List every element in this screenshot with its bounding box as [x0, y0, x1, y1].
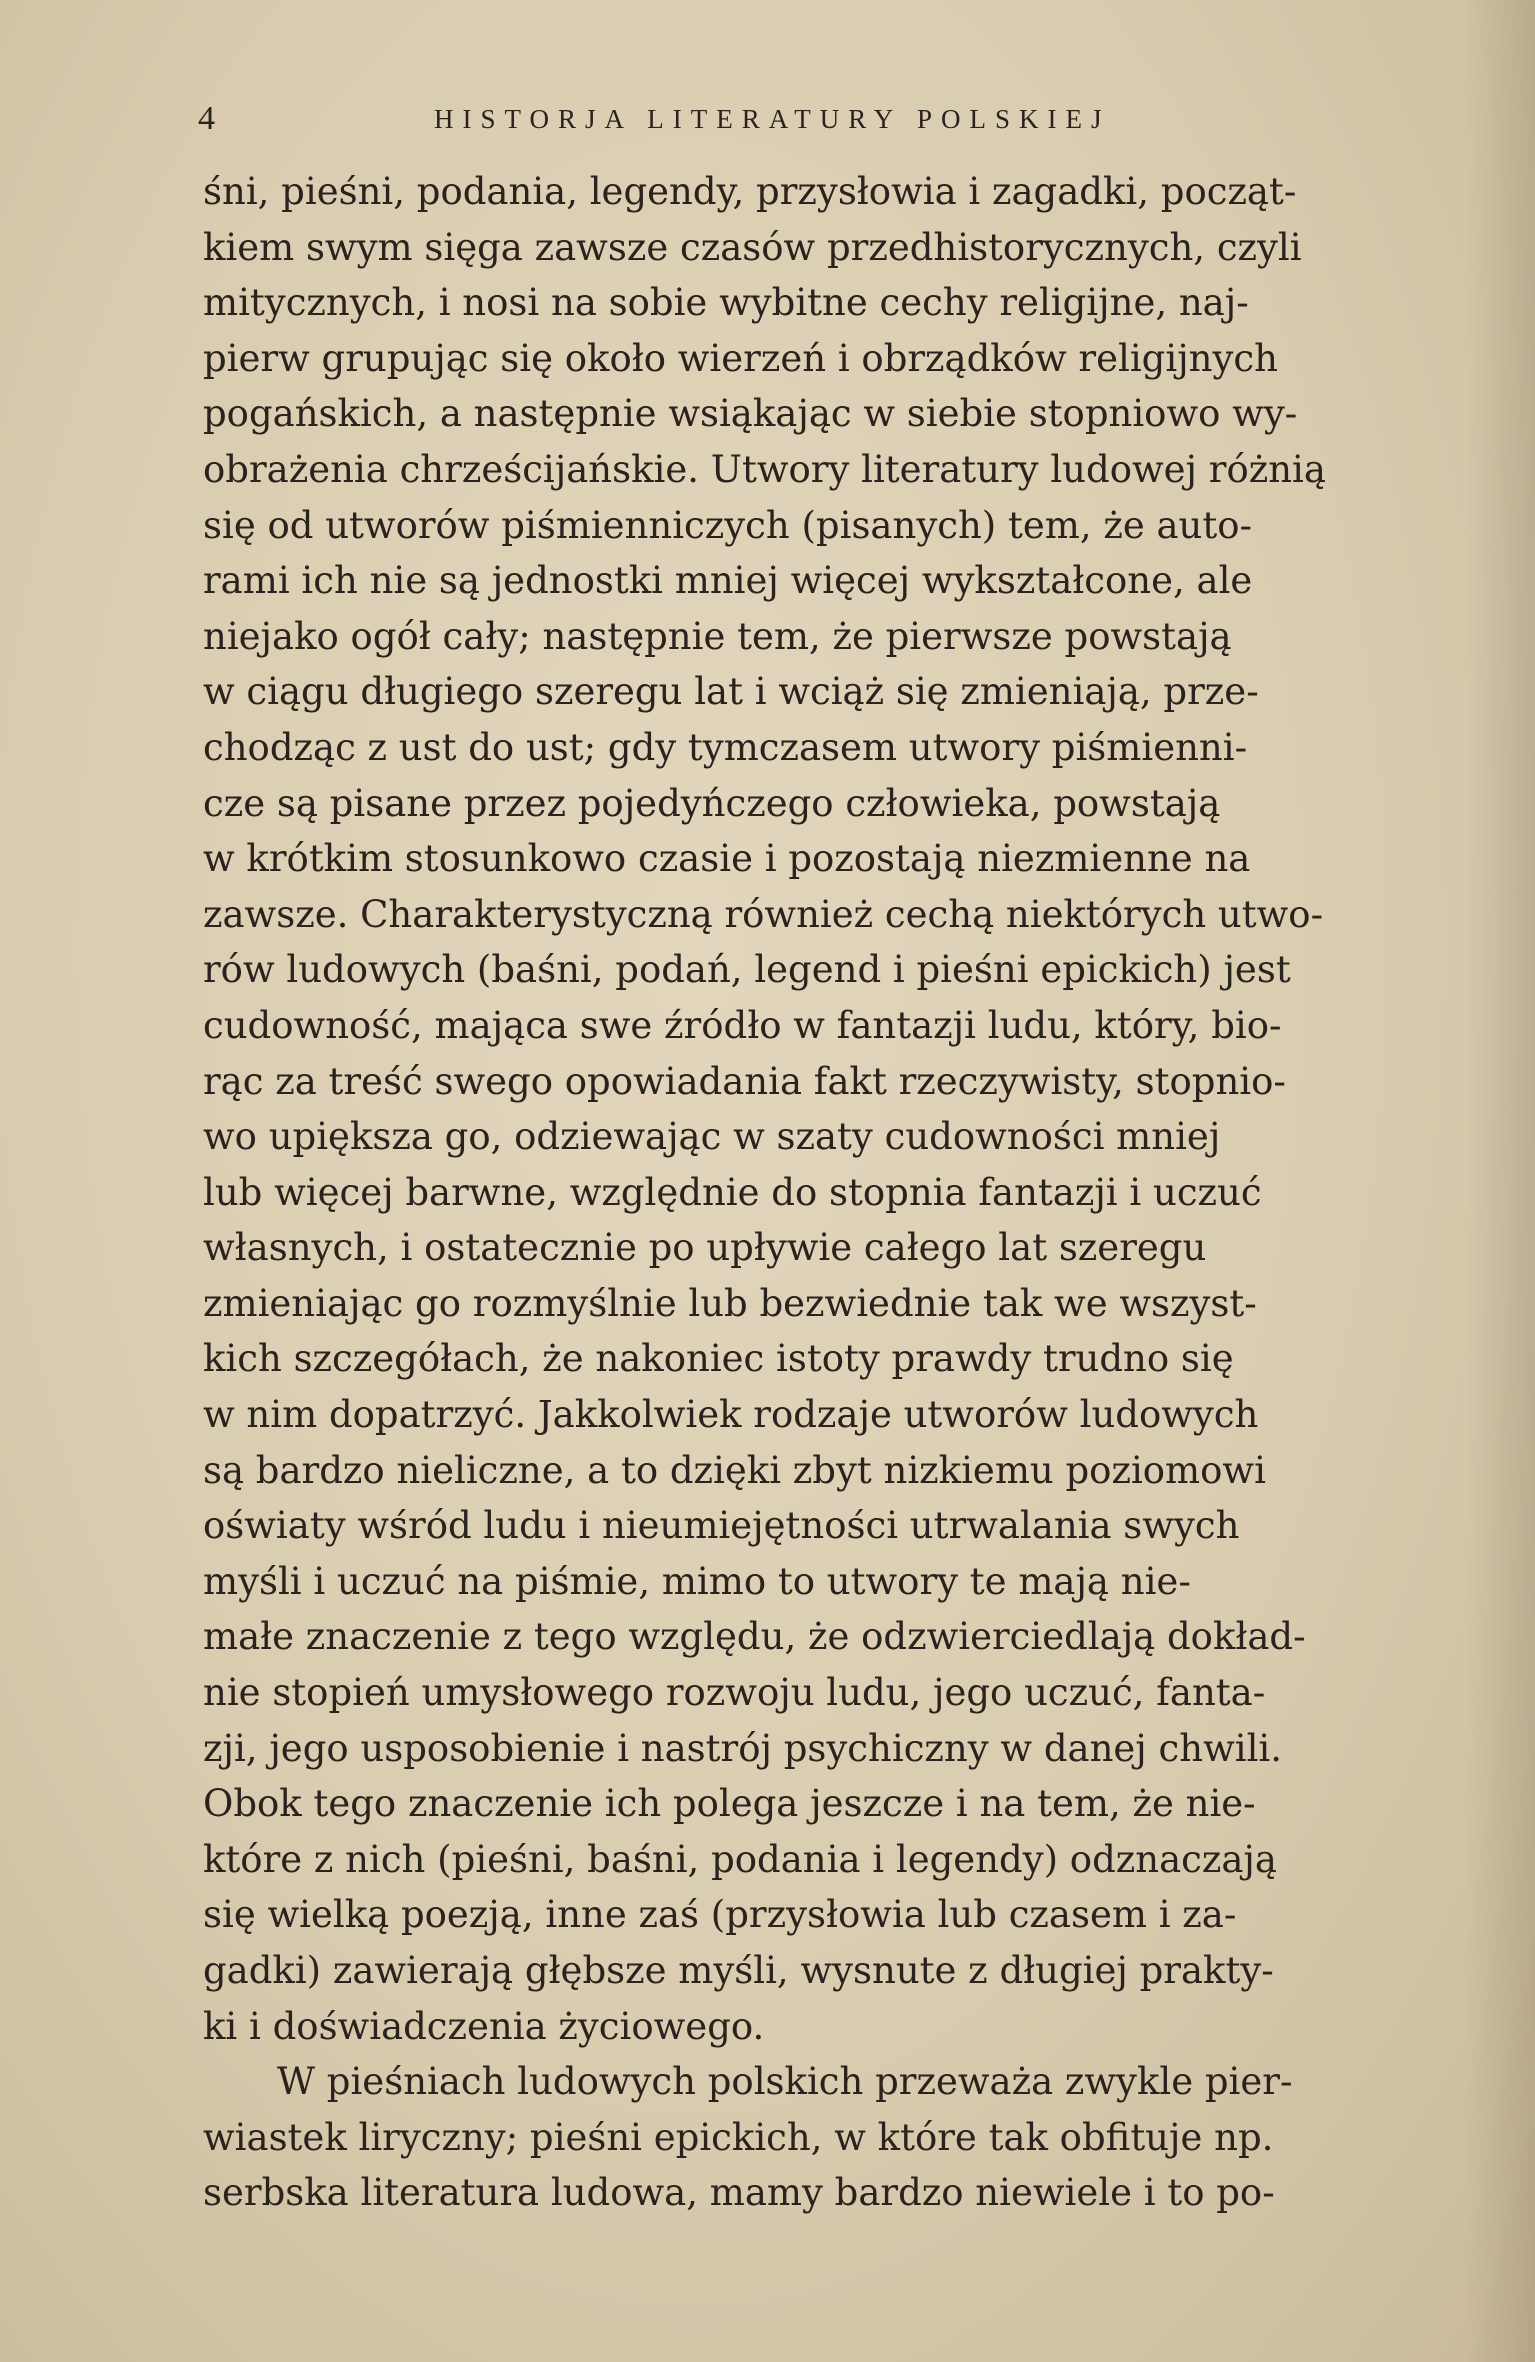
text-line: niejako ogół cały; następnie tem, że pierwsze powstają — [203, 614, 1232, 658]
text-line: obrażenia chrześcijańskie. Utwory literatury ludowej różnią — [203, 447, 1326, 491]
paragraph-start-line: W pieśniach ludowych polskich przeważa zwykle pier- — [277, 2060, 1293, 2104]
text-line: się wielką poezją, inne zaś (przysłowia lub czasem i za- — [203, 1893, 1237, 1937]
running-title: HISTORJA LITERATURY POLSKIEJ — [434, 104, 1111, 134]
text-line: cze są pisane przez pojedyńczego człowieka, powstają — [203, 781, 1221, 825]
text-line: się od utworów piśmienniczych (pisanych) tem, że auto- — [203, 503, 1253, 547]
text-line: śni, pieśni, podania, legendy, przysłowia i zagadki, począt- — [203, 170, 1297, 213]
text-line: kiem swym sięga zawsze czasów przedhistorycznych, czyli — [203, 225, 1302, 269]
text-line: myśli i uczuć na piśmie, mimo to utwory te mają nie- — [203, 1559, 1191, 1603]
text-line: kich szczegółach, że nakoniec istoty prawdy trudno się — [203, 1337, 1234, 1381]
text-line: małe znaczenie z tego względu, że odzwierciedlają dokład- — [203, 1615, 1306, 1659]
text-line: w ciągu długiego szeregu lat i wciąż się zmieniają, prze- — [203, 670, 1259, 714]
text-line: nie stopień umysłowego rozwoju ludu, jego uczuć, fanta- — [203, 1671, 1266, 1715]
text-line: pogańskich, a następnie wsiąkając w siebie stopniowo wy- — [203, 392, 1298, 436]
text-line: rów ludowych (baśni, podań, legend i pieśni epickich) jest — [203, 948, 1291, 992]
running-head — [198, 100, 1258, 144]
text-line: lub więcej barwne, względnie do stopnia fantazji i uczuć — [203, 1170, 1262, 1214]
text-line: zji, jego usposobienie i nastrój psychiczny w danej chwili. — [203, 1726, 1283, 1770]
text-line: mitycznych, i nosi na sobie wybitne cechy religijne, naj- — [203, 281, 1249, 325]
text-line: ki i doświadczenia życiowego. — [203, 2004, 765, 2048]
text-line: rami ich nie są jednostki mniej więcej wykształcone, ale — [203, 559, 1253, 603]
text-line: są bardzo nieliczne, a to dzięki zbyt nizkiemu poziomowi — [203, 1448, 1266, 1492]
text-line: zmieniając go rozmyślnie lub bezwiednie tak we wszyst- — [203, 1281, 1257, 1325]
text-line: w nim dopatrzyć. Jakkolwiek rodzaje utworów ludowych — [203, 1393, 1259, 1437]
text-line: cudowność, mająca swe źródło w fantazji ludu, który, bio- — [203, 1003, 1282, 1047]
text-line: chodząc z ust do ust; gdy tymczasem utwory piśmienni- — [203, 725, 1248, 769]
page-number: 4 — [198, 100, 215, 137]
body-text — [203, 164, 1478, 2221]
text-line: gadki) zawierają głębsze myśli, wysnute z długiej prakty- — [203, 1949, 1274, 1992]
text-line: w krótkim stosunkowo czasie i pozostają niezmienne na — [203, 837, 1251, 881]
text-line: wiastek liryczny; pieśni epickich, w które tak obfituje np. — [203, 2115, 1274, 2159]
text-line: zawsze. Charakterystyczną również cechą niektórych utwo- — [203, 892, 1324, 936]
text-line: Obok tego znaczenie ich polega jeszcze i na tem, że nie- — [203, 1782, 1256, 1826]
text-line: pierw grupując się około wierzeń i obrządków religijnych — [203, 336, 1278, 380]
text-line: wo upiększa go, odziewając w szaty cudowności mniej — [203, 1115, 1221, 1159]
text-line: rąc za treść swego opowiadania fakt rzeczywisty, stopnio- — [203, 1059, 1286, 1103]
text-line: własnych, i ostatecznie po upływie całego lat szeregu — [203, 1226, 1207, 1270]
text-line: które z nich (pieśni, baśni, podania i legendy) odznaczają — [203, 1837, 1277, 1881]
text-line: serbska literatura ludowa, mamy bardzo niewiele i to po- — [203, 2171, 1275, 2215]
text-line: oświaty wśród ludu i nieumiejętności utrwalania swych — [203, 1504, 1240, 1548]
